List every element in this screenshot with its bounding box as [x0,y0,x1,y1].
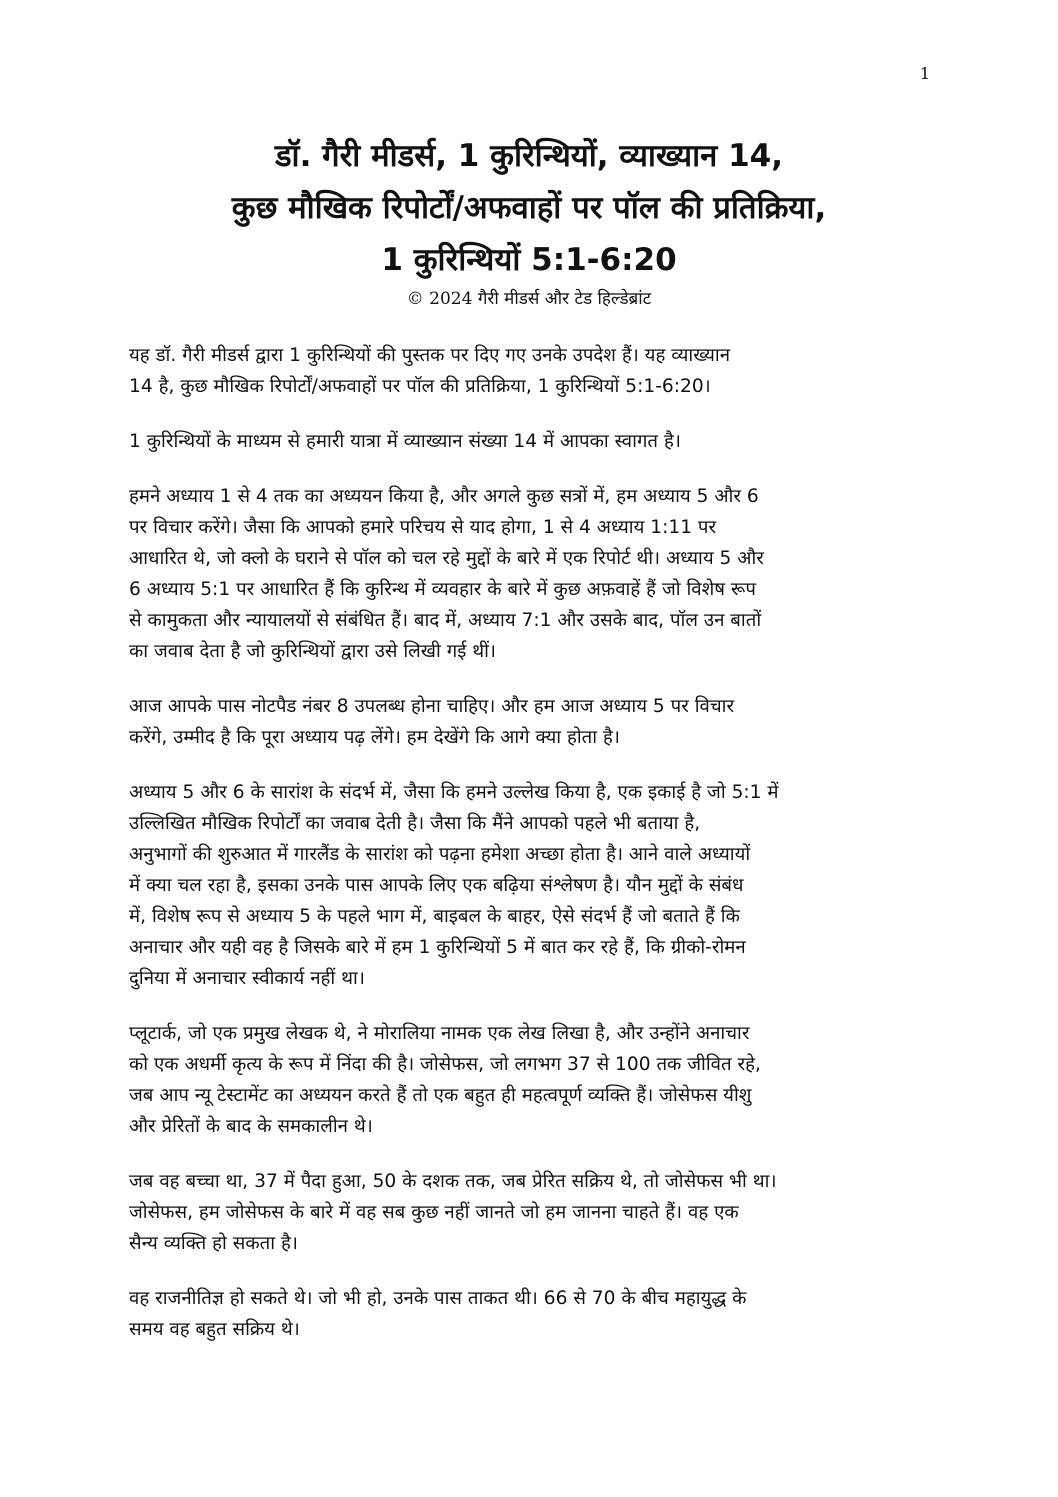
title-line: 1 कुरिन्थियों 5:1-6:20 [381,242,677,278]
copyright-notice: © 2024 गैरी मीडर्स और टेड हिल्डेब्रांट [406,289,652,309]
text-line: को एक अधर्मी कृत्य के रूप में निंदा की है। जोसेफस, जो लगभग 37 से 100 तक जीवित रहे, [129,1054,761,1075]
text-line: जब आप न्यू टेस्टामेंट का अध्ययन करते हैं तो एक बहुत ही महत्वपूर्ण व्यक्ति हैं। जोसेफस यीशु [129,1085,752,1106]
text-line: करेंगे, उम्मीद है कि पूरा अध्याय पढ़ लेंगे। हम देखेंगे कि आगे क्या होता है। [129,727,620,748]
text-line: में, विशेष रूप से अध्याय 5 के पहले भाग में, बाइबल के बाहर, ऐसे संदर्भ हैं जो बताते हैं कि [129,906,740,927]
text-line: में क्या चल रहा है, इसका उनके पास आपके लिए एक बढ़िया संश्लेषण है। यौन मुद्दों के संबंध [129,875,744,896]
text-line: अनुभागों की शुरुआत में गारलैंड के सारांश को पढ़ना हमेशा अच्छा होता है। आने वाले अध्यायों [129,844,751,865]
text-line: सैन्य व्यक्ति हो सकता है। [129,1233,298,1254]
document-body [129,340,924,1369]
document-header [100,130,958,312]
text-line: अध्याय 5 और 6 के सारांश के संदर्भ में, जैसा कि हमने उल्लेख किया है, एक इकाई है जो 5:1 में [129,782,779,803]
paragraph-politician [129,1283,924,1345]
text-line: का जवाब देता है जो कुरिन्थियों द्वारा उसे लिखी गई थीं। [129,641,496,662]
text-line: हमने अध्याय 1 से 4 तक का अध्ययन किया है, और अगले कुछ सत्रों में, हम अध्याय 5 और 6 [129,486,759,507]
text-line: पर विचार करेंगे। जैसा कि आपको हमारे परिचय से याद होगा, 1 से 4 अध्याय 1:11 पर [129,517,717,538]
text-line: दुनिया में अनाचार स्वीकार्य नहीं था। [129,968,365,989]
text-line: आज आपके पास नोटपैड नंबर 8 उपलब्ध होना चाहिए। और हम आज अध्याय 5 पर विचार [129,696,735,717]
page-number: 1 [919,64,930,83]
text-line: जोसेफस, हम जोसेफस के बारे में वह सब कुछ नहीं जानते जो हम जानना चाहते हैं। वह एक [129,1202,739,1223]
text-line: अनाचार और यही वह है जिसके बारे में हम 1 कुरिन्थियों 5 में बात कर रहे हैं, कि ग्रीको-रोमन [129,937,746,958]
paragraph-notepad [129,691,924,753]
paragraph-plutarch [129,1018,924,1142]
text-line: आधारित थे, जो क्लो के घराने से पॉल को चल रहे मुद्दों के बारे में एक रिपोर्ट थी। अध्याय 5 और [129,548,764,569]
title-line: डॉ. गैरी मीडर्स, 1 कुरिन्थियों, व्याख्यान 14, [274,138,784,174]
title-line: कुछ मौखिक रिपोर्टों/अफवाहों पर पॉल की प्रतिक्रिया, [231,190,827,226]
text-line: वह राजनीतिज्ञ हो सकते थे। जो भी हो, उनके पास ताकत थी। 66 से 70 के बीच महायुद्ध के [129,1288,747,1309]
text-line: समय वह बहुत सक्रिय थे। [129,1319,300,1340]
paragraph-overview [129,481,924,667]
paragraph-josephus [129,1166,924,1259]
text-line: और प्रेरितों के बाद के समकालीन थे। [129,1116,373,1137]
text-line: यह डॉ. गैरी मीडर्स द्वारा 1 कुरिन्थियों की पुस्तक पर दिए गए उनके उपदेश हैं। यह व्याख्यान [129,345,731,366]
text-line: 6 अध्याय 5:1 पर आधारित हैं कि कुरिन्थ में व्यवहार के बारे में कुछ अफ़वाहें हैं जो विशेष रूप [129,579,756,600]
text-line: 1 कुरिन्थियों के माध्यम से हमारी यात्रा में व्याख्यान संख्या 14 में आपका स्वागत है। [129,431,681,452]
text-line: से कामुकता और न्यायालयों से संबंधित हैं। बाद में, अध्याय 7:1 और उसके बाद, पॉल उन बातों [129,610,762,631]
text-line: जब वह बच्चा था, 37 में पैदा हुआ, 50 के दशक तक, जब प्रेरित सक्रिय थे, तो जोसेफस भी था। [129,1171,777,1192]
text-line: प्लूटार्क, जो एक प्रमुख लेखक थे, ने मोरालिया नामक एक लेख लिखा है, और उन्होंने अनाचार [129,1023,750,1044]
paragraph-intro [129,340,924,402]
paragraph-summary [129,777,924,994]
paragraph-welcome [129,426,924,457]
text-line: 14 है, कुछ मौखिक रिपोर्टों/अफवाहों पर पॉल की प्रतिक्रिया, 1 कुरिन्थियों 5:1-6:20। [129,376,711,397]
text-line: उल्लिखित मौखिक रिपोर्टों का जवाब देती है। जैसा कि मैंने आपको पहले भी बताया है, [129,813,701,834]
